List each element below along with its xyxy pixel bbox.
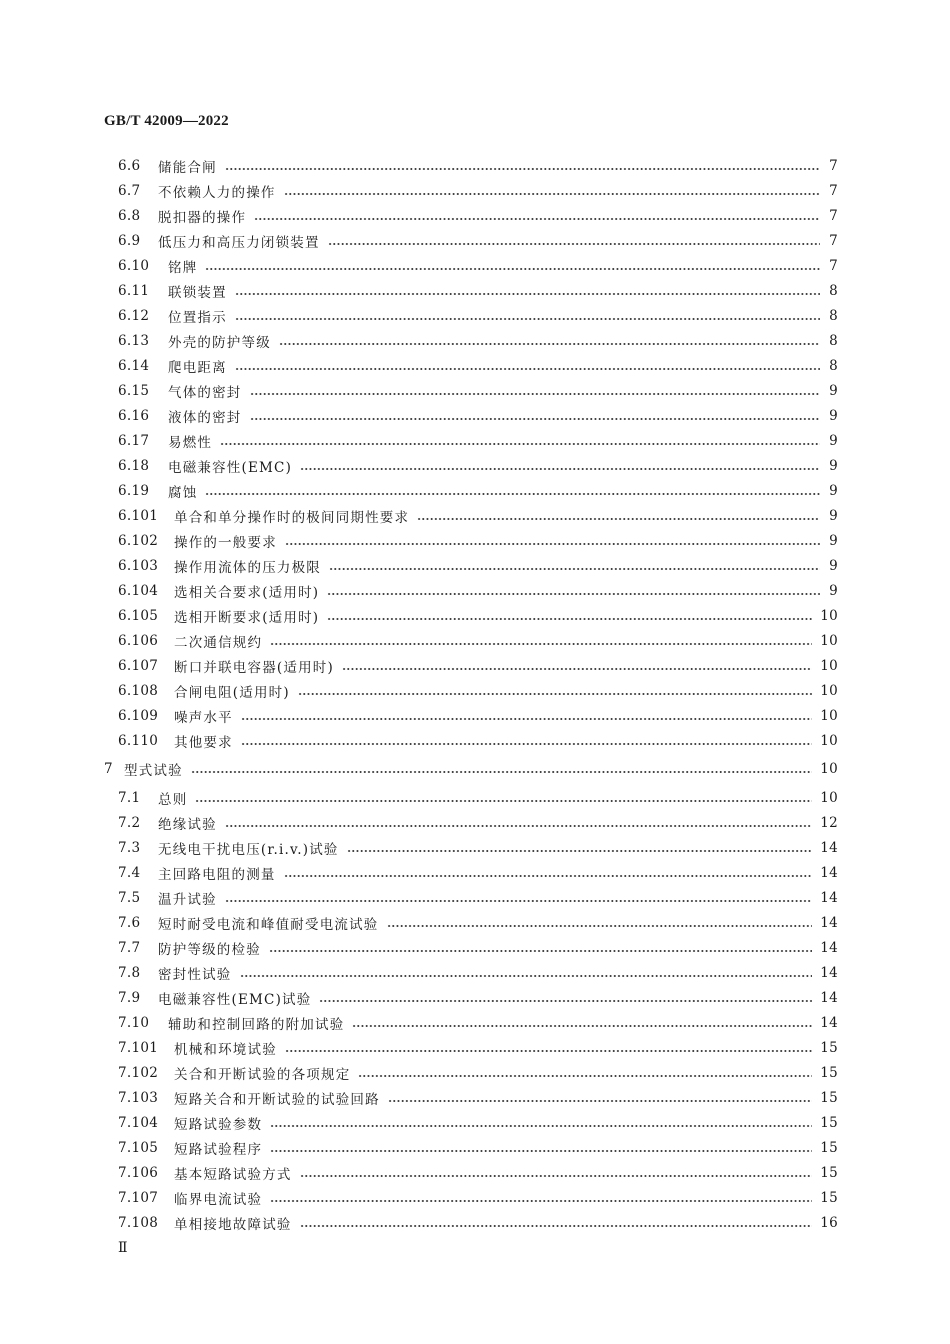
toc-entry-title: 关合和开断试验的各项规定 xyxy=(174,1067,351,1083)
toc-entry-number: 7.105 xyxy=(118,1140,159,1156)
toc-entry[interactable] xyxy=(118,281,838,301)
toc-entry-title: 机械和环境试验 xyxy=(174,1042,277,1058)
toc-entry-title: 操作的一般要求 xyxy=(174,535,277,551)
toc-dot-leader xyxy=(342,668,812,670)
toc-entry-page: 14 xyxy=(820,865,838,881)
toc-entry-number: 6.103 xyxy=(118,558,159,574)
toc-entry-number: 6.110 xyxy=(118,733,159,749)
toc-entry[interactable] xyxy=(118,988,838,1008)
toc-entry-number: 7.1 xyxy=(118,790,141,806)
toc-entry-page: 7 xyxy=(829,258,838,274)
toc-entry[interactable] xyxy=(118,181,838,201)
toc-entry-number: 7.102 xyxy=(118,1065,159,1081)
toc-entry[interactable] xyxy=(118,863,838,883)
toc-entry[interactable] xyxy=(118,1113,838,1133)
toc-entry-number: 7.106 xyxy=(118,1165,159,1181)
toc-entry-number: 7 xyxy=(104,761,113,777)
toc-entry-page: 15 xyxy=(820,1040,838,1056)
toc-entry-number: 6.104 xyxy=(118,583,159,599)
toc-entry-title: 腐蚀 xyxy=(168,485,198,501)
toc-entry-page: 9 xyxy=(829,408,838,424)
toc-dot-leader xyxy=(300,468,820,470)
toc-entry-page: 10 xyxy=(820,683,838,699)
toc-entry-number: 6.7 xyxy=(118,183,141,199)
toc-entry-page: 14 xyxy=(820,890,838,906)
toc-dot-leader xyxy=(235,318,820,320)
toc-entry-page: 15 xyxy=(820,1065,838,1081)
toc-entry-title: 低压力和高压力闭锁装置 xyxy=(158,235,320,251)
toc-dot-leader xyxy=(298,693,812,695)
toc-dot-leader xyxy=(417,518,820,520)
toc-dot-leader xyxy=(270,1125,812,1127)
toc-dot-leader xyxy=(205,493,820,495)
toc-entry-page: 9 xyxy=(829,458,838,474)
toc-entry-number: 7.8 xyxy=(118,965,141,981)
toc-entry-title: 其他要求 xyxy=(174,735,233,751)
toc-dot-leader xyxy=(387,925,813,927)
toc-entry[interactable] xyxy=(118,231,838,251)
toc-entry[interactable] xyxy=(118,156,838,176)
toc-entry[interactable] xyxy=(118,1138,838,1158)
toc-entry-title: 单相接地故障试验 xyxy=(174,1217,292,1233)
toc-entry[interactable] xyxy=(118,256,838,276)
toc-entry-number: 6.12 xyxy=(118,308,150,324)
toc-entry-title: 防护等级的检验 xyxy=(158,942,261,958)
toc-entry-number: 6.15 xyxy=(118,383,150,399)
toc-entry-page: 7 xyxy=(829,233,838,249)
toc-dot-leader xyxy=(300,1225,813,1227)
toc-entry-page: 9 xyxy=(829,433,838,449)
toc-dot-leader xyxy=(205,268,820,270)
toc-entry-page: 8 xyxy=(829,358,838,374)
toc-entry[interactable] xyxy=(118,1213,838,1233)
toc-entry-title: 铭牌 xyxy=(168,260,198,276)
toc-dot-leader xyxy=(285,543,820,545)
toc-dot-leader xyxy=(285,1050,812,1052)
toc-entry-title: 脱扣器的操作 xyxy=(158,210,247,226)
toc-entry-number: 6.10 xyxy=(118,258,150,274)
toc-entry-page: 8 xyxy=(829,283,838,299)
toc-entry-page: 7 xyxy=(829,208,838,224)
toc-dot-leader xyxy=(269,950,812,952)
toc-entry[interactable] xyxy=(118,938,838,958)
toc-chapter-entry[interactable] xyxy=(104,759,838,779)
toc-entry-title: 选相开断要求(适用时) xyxy=(174,610,320,626)
toc-entry-number: 7.2 xyxy=(118,815,141,831)
toc-entry-page: 15 xyxy=(820,1165,838,1181)
toc-entry-page: 9 xyxy=(829,383,838,399)
toc-entry[interactable] xyxy=(118,356,838,376)
toc-entry-title: 外壳的防护等级 xyxy=(168,335,271,351)
toc-entry-title: 短时耐受电流和峰值耐受电流试验 xyxy=(158,917,379,933)
toc-dot-leader xyxy=(284,875,813,877)
toc-entry-page: 14 xyxy=(820,1015,838,1031)
toc-dot-leader xyxy=(327,593,820,595)
toc-entry-number: 7.6 xyxy=(118,915,141,931)
toc-entry-title: 合闸电阻(适用时) xyxy=(174,685,290,701)
toc-dot-leader xyxy=(240,975,813,977)
toc-entry[interactable] xyxy=(118,963,838,983)
toc-entry[interactable] xyxy=(118,731,838,751)
toc-entry[interactable] xyxy=(118,681,838,701)
toc-entry[interactable] xyxy=(118,431,838,451)
toc-entry-number: 6.18 xyxy=(118,458,150,474)
toc-dot-leader xyxy=(241,718,812,720)
toc-entry-page: 8 xyxy=(829,308,838,324)
toc-dot-leader xyxy=(329,568,820,570)
toc-entry-page: 9 xyxy=(829,583,838,599)
toc-entry-page: 16 xyxy=(820,1215,838,1231)
toc-entry-number: 6.17 xyxy=(118,433,150,449)
toc-entry-title: 总则 xyxy=(158,792,188,808)
toc-dot-leader xyxy=(347,850,813,852)
toc-entry[interactable] xyxy=(118,531,838,551)
toc-entry-page: 14 xyxy=(820,940,838,956)
toc-entry-page: 9 xyxy=(829,508,838,524)
toc-entry-title: 不依赖人力的操作 xyxy=(158,185,276,201)
toc-entry-title: 短路试验参数 xyxy=(174,1117,263,1133)
toc-entry[interactable] xyxy=(118,913,838,933)
toc-entry[interactable] xyxy=(118,631,838,651)
toc-entry-title: 电磁兼容性(EMC)试验 xyxy=(158,992,312,1008)
toc-entry[interactable] xyxy=(118,813,838,833)
toc-entry-number: 7.104 xyxy=(118,1115,159,1131)
toc-entry-title: 断口并联电容器(适用时) xyxy=(174,660,334,676)
toc-entry[interactable] xyxy=(118,331,838,351)
toc-entry[interactable] xyxy=(118,1088,838,1108)
toc-entry[interactable] xyxy=(118,1188,838,1208)
toc-entry-page: 10 xyxy=(820,790,838,806)
toc-entry-page: 7 xyxy=(829,183,838,199)
toc-entry-title: 选相关合要求(适用时) xyxy=(174,585,320,601)
toc-entry-page: 7 xyxy=(829,158,838,174)
toc-entry-number: 7.7 xyxy=(118,940,141,956)
toc-entry-title: 储能合闸 xyxy=(158,160,217,176)
toc-dot-leader xyxy=(225,168,820,170)
toc-entry-page: 9 xyxy=(829,483,838,499)
toc-dot-leader xyxy=(225,900,812,902)
toc-entry[interactable] xyxy=(118,381,838,401)
toc-dot-leader xyxy=(250,418,821,420)
toc-entry[interactable] xyxy=(118,788,838,808)
toc-entry[interactable] xyxy=(118,556,838,576)
toc-entry[interactable] xyxy=(118,1013,838,1033)
toc-entry-title: 短路关合和开断试验的试验回路 xyxy=(174,1092,380,1108)
toc-entry-number: 6.11 xyxy=(118,283,150,299)
toc-dot-leader xyxy=(220,443,820,445)
toc-entry-number: 6.107 xyxy=(118,658,159,674)
toc-entry-number: 6.108 xyxy=(118,683,159,699)
toc-entry-number: 7.10 xyxy=(118,1015,150,1031)
toc-entry[interactable] xyxy=(118,838,838,858)
toc-entry-page: 15 xyxy=(820,1115,838,1131)
toc-entry-title: 密封性试验 xyxy=(158,967,232,983)
toc-entry-title: 基本短路试验方式 xyxy=(174,1167,292,1183)
toc-dot-leader xyxy=(327,618,812,620)
toc-entry-number: 6.102 xyxy=(118,533,159,549)
toc-entry[interactable] xyxy=(118,581,838,601)
toc-entry[interactable] xyxy=(118,888,838,908)
toc-entry-number: 6.101 xyxy=(118,508,159,524)
toc-dot-leader xyxy=(388,1100,812,1102)
toc-dot-leader xyxy=(358,1075,812,1077)
toc-entry-title: 联锁装置 xyxy=(168,285,227,301)
toc-entry-number: 6.106 xyxy=(118,633,159,649)
toc-entry-number: 7.103 xyxy=(118,1090,159,1106)
toc-entry-page: 10 xyxy=(820,633,838,649)
toc-entry-page: 15 xyxy=(820,1140,838,1156)
toc-dot-leader xyxy=(191,771,812,773)
toc-entry[interactable] xyxy=(118,506,838,526)
toc-dot-leader xyxy=(319,1000,812,1002)
toc-entry[interactable] xyxy=(118,306,838,326)
toc-entry-title: 气体的密封 xyxy=(168,385,242,401)
toc-dot-leader xyxy=(270,1200,812,1202)
toc-entry-title: 辅助和控制回路的附加试验 xyxy=(168,1017,345,1033)
standard-code-header: GB/T 42009—2022 xyxy=(104,113,229,129)
toc-entry-number: 6.6 xyxy=(118,158,141,174)
toc-entry[interactable] xyxy=(118,456,838,476)
toc-dot-leader xyxy=(300,1175,813,1177)
toc-entry[interactable] xyxy=(118,706,838,726)
toc-entry-number: 7.3 xyxy=(118,840,141,856)
toc-entry-number: 6.14 xyxy=(118,358,150,374)
toc-entry-page: 14 xyxy=(820,990,838,1006)
toc-entry-number: 6.13 xyxy=(118,333,150,349)
toc-entry[interactable] xyxy=(118,606,838,626)
toc-entry-page: 10 xyxy=(820,658,838,674)
toc-entry-page: 9 xyxy=(829,558,838,574)
toc-entry-title: 爬电距离 xyxy=(168,360,227,376)
toc-entry-page: 10 xyxy=(820,733,838,749)
toc-dot-leader xyxy=(241,743,812,745)
toc-entry-number: 6.9 xyxy=(118,233,141,249)
toc-entry-title: 单合和单分操作时的极间同期性要求 xyxy=(174,510,410,526)
toc-dot-leader xyxy=(195,800,812,802)
toc-entry-title: 电磁兼容性(EMC) xyxy=(168,460,293,476)
toc-entry-number: 6.16 xyxy=(118,408,150,424)
toc-entry-page: 12 xyxy=(820,815,838,831)
toc-entry-title: 操作用流体的压力极限 xyxy=(174,560,321,576)
toc-dot-leader xyxy=(250,393,821,395)
toc-entry-title: 易燃性 xyxy=(168,435,213,451)
toc-entry-page: 14 xyxy=(820,915,838,931)
toc-dot-leader xyxy=(225,825,812,827)
toc-entry-page: 8 xyxy=(829,333,838,349)
toc-dot-leader xyxy=(270,1150,812,1152)
toc-entry-title: 临界电流试验 xyxy=(174,1192,263,1208)
toc-dot-leader xyxy=(352,1025,812,1027)
toc-dot-leader xyxy=(254,218,820,220)
toc-dot-leader xyxy=(270,643,812,645)
toc-entry[interactable] xyxy=(118,1063,838,1083)
toc-entry-number: 6.19 xyxy=(118,483,150,499)
toc-entry-number: 6.105 xyxy=(118,608,159,624)
toc-entry[interactable] xyxy=(118,206,838,226)
toc-entry-page: 10 xyxy=(820,708,838,724)
toc-entry-number: 7.5 xyxy=(118,890,141,906)
toc-entry-page: 15 xyxy=(820,1190,838,1206)
toc-entry-title: 噪声水平 xyxy=(174,710,233,726)
toc-entry-number: 7.9 xyxy=(118,990,141,1006)
toc-entry-page: 9 xyxy=(829,533,838,549)
toc-entry[interactable] xyxy=(118,1163,838,1183)
toc-dot-leader xyxy=(235,368,820,370)
toc-entry-page: 15 xyxy=(820,1090,838,1106)
toc-dot-leader xyxy=(284,193,820,195)
toc-entry-number: 6.109 xyxy=(118,708,159,724)
toc-entry-title: 液体的密封 xyxy=(168,410,242,426)
toc-entry-number: 7.4 xyxy=(118,865,141,881)
toc-entry-page: 10 xyxy=(820,608,838,624)
toc-entry-number: 7.107 xyxy=(118,1190,159,1206)
toc-entry-title: 位置指示 xyxy=(168,310,227,326)
toc-entry-page: 14 xyxy=(820,840,838,856)
toc-entry-title: 短路试验程序 xyxy=(174,1142,263,1158)
toc-entry-title: 主回路电阻的测量 xyxy=(158,867,276,883)
toc-entry[interactable] xyxy=(118,481,838,501)
toc-dot-leader xyxy=(279,343,820,345)
toc-entry-title: 二次通信规约 xyxy=(174,635,263,651)
toc-entry-title: 温升试验 xyxy=(158,892,217,908)
toc-entry-title: 无线电干扰电压(r.i.v.)试验 xyxy=(158,842,339,858)
toc-dot-leader xyxy=(328,243,820,245)
toc-entry-number: 7.101 xyxy=(118,1040,159,1056)
toc-entry-page: 14 xyxy=(820,965,838,981)
toc-entry[interactable] xyxy=(118,406,838,426)
toc-entry-page: 10 xyxy=(820,761,838,777)
toc-entry-title: 绝缘试验 xyxy=(158,817,217,833)
toc-entry[interactable] xyxy=(118,1038,838,1058)
toc-entry[interactable] xyxy=(118,656,838,676)
toc-entry-number: 7.108 xyxy=(118,1215,159,1231)
toc-entry-title: 型式试验 xyxy=(124,763,183,779)
page-number: Ⅱ xyxy=(118,1241,128,1256)
toc-entry-number: 6.8 xyxy=(118,208,141,224)
toc-dot-leader xyxy=(235,293,820,295)
